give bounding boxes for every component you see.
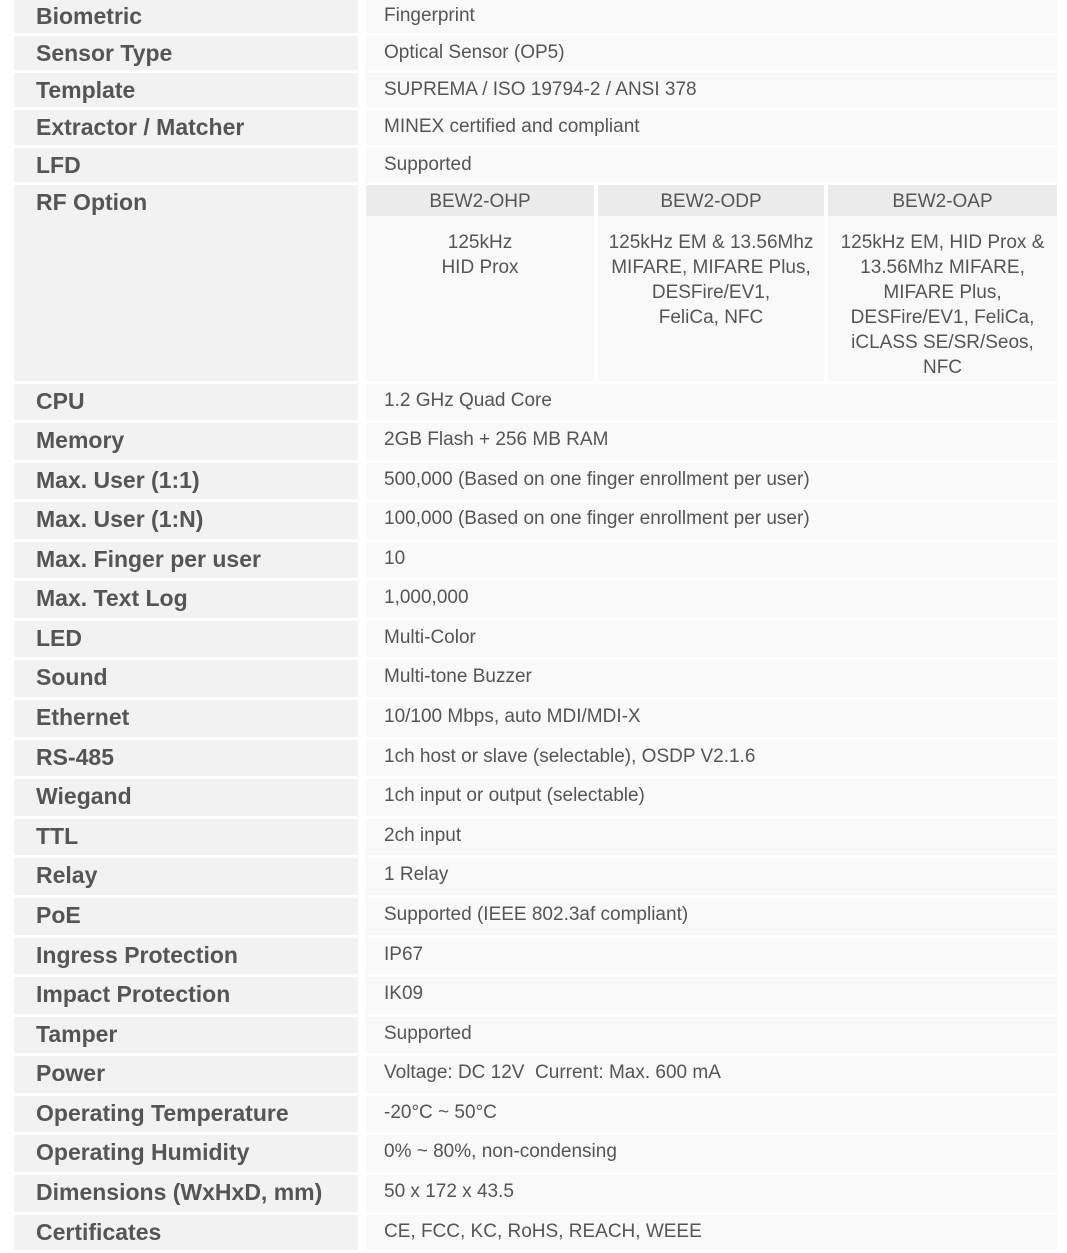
spec-row-rf-option [14, 185, 1057, 384]
rf-option-line: MIFARE Plus, [883, 282, 1002, 303]
spec-row-template [14, 73, 1057, 110]
rf-option-grid [366, 185, 1057, 381]
spec-row-operating-temperature [14, 1096, 1057, 1135]
spec-row-ingress-protection [14, 938, 1057, 977]
spec-value: 1.2 GHz Quad Core [366, 384, 1057, 420]
spec-value: Supported (IEEE 802.3af compliant) [366, 898, 1057, 935]
spec-label: TTL [14, 819, 358, 855]
spec-row-sensor-type [14, 36, 1057, 73]
rf-option-line: NFC [922, 357, 963, 378]
spec-label: Max. Text Log [14, 581, 358, 618]
spec-label: Memory [14, 423, 358, 460]
rf-option-line: DESFire/EV1, FeliCa, [850, 307, 1035, 328]
spec-label: LED [14, 621, 358, 657]
spec-row-wiegand [14, 779, 1057, 819]
spec-value: -20°C ~ 50°C [366, 1096, 1057, 1132]
spec-row-led [14, 621, 1057, 660]
spec-label: Sound [14, 660, 358, 697]
spec-value: 2ch input [366, 819, 1057, 855]
rf-option-line: MIFARE, MIFARE Plus, [611, 257, 811, 278]
spec-value: 1 Relay [366, 858, 1057, 895]
spec-row-max-user-1-1 [14, 463, 1057, 502]
rf-option-column [366, 185, 594, 381]
spec-label: Max. User (1:1) [14, 463, 358, 499]
spec-row-cpu [14, 384, 1057, 423]
spec-value: 2GB Flash + 256 MB RAM [366, 423, 1057, 460]
spec-label: Max. User (1:N) [14, 502, 358, 539]
spec-value: 10 [366, 542, 1057, 578]
spec-label: Template [14, 73, 358, 107]
spec-value: Multi-tone Buzzer [366, 660, 1057, 697]
spec-value: 1,000,000 [366, 581, 1057, 618]
spec-value: Optical Sensor (OP5) [366, 36, 1057, 70]
spec-label: Relay [14, 858, 358, 895]
rf-option-line: HID Prox [441, 257, 519, 278]
spec-value: MINEX certified and compliant [366, 110, 1057, 145]
spec-row-biometric [14, 0, 1057, 36]
rf-option-details [366, 216, 594, 381]
rf-option-details [598, 216, 824, 381]
spec-value: Voltage: DC 12V Current: Max. 600 mA [366, 1056, 1057, 1093]
spec-value: Fingerprint [366, 0, 1057, 33]
spec-label: Ethernet [14, 700, 358, 737]
spec-value: 10/100 Mbps, auto MDI/MDI-X [366, 700, 1057, 737]
spec-label: PoE [14, 898, 358, 935]
spec-row-max-finger [14, 542, 1057, 581]
spec-label: RS-485 [14, 740, 358, 776]
spec-row-relay [14, 858, 1057, 898]
spec-row-power [14, 1056, 1057, 1096]
spec-row-poe [14, 898, 1057, 938]
spec-label: LFD [14, 148, 358, 182]
spec-value: CE, FCC, KC, RoHS, REACH, WEEE [366, 1215, 1057, 1250]
spec-label: Ingress Protection [14, 938, 358, 974]
spec-value: 500,000 (Based on one finger enrollment per user) [366, 463, 1057, 499]
spec-value: IP67 [366, 938, 1057, 974]
spec-row-max-text-log [14, 581, 1057, 621]
spec-label: Certificates [14, 1215, 358, 1250]
rf-option-line: 125kHz [447, 232, 513, 253]
spec-label: Dimensions (WxHxD, mm) [14, 1175, 358, 1212]
spec-label: CPU [14, 384, 358, 420]
spec-label: Sensor Type [14, 36, 358, 70]
spec-label: Power [14, 1056, 358, 1093]
spec-row-operating-humidity [14, 1135, 1057, 1175]
spec-label: Impact Protection [14, 977, 358, 1014]
spec-value: SUPREMA / ISO 19794-2 / ANSI 378 [366, 73, 1057, 107]
rf-option-line: 125kHz EM & 13.56Mhz [608, 232, 814, 253]
spec-row-extractor-matcher [14, 110, 1057, 148]
spec-label: Tamper [14, 1017, 358, 1053]
spec-row-ttl [14, 819, 1057, 858]
rf-option-model: BEW2-OHP [366, 185, 594, 216]
spec-label: Operating Temperature [14, 1096, 358, 1132]
spec-value: Supported [366, 148, 1057, 182]
rf-option-model: BEW2-OAP [828, 185, 1057, 216]
spec-value: IK09 [366, 977, 1057, 1014]
spec-value: 50 x 172 x 43.5 [366, 1175, 1057, 1212]
spec-label: Extractor / Matcher [14, 110, 358, 145]
spec-row-certificates [14, 1215, 1057, 1253]
spec-row-tamper [14, 1017, 1057, 1056]
spec-row-rs485 [14, 740, 1057, 779]
rf-option-column [828, 185, 1057, 381]
rf-option-line: 13.56Mhz MIFARE, [860, 257, 1025, 278]
spec-row-ethernet [14, 700, 1057, 740]
spec-value: 1ch input or output (selectable) [366, 779, 1057, 816]
rf-option-details [828, 216, 1057, 381]
rf-option-line: DESFire/EV1, [651, 282, 771, 303]
spec-label: Biometric [14, 0, 358, 33]
spec-row-dimensions [14, 1175, 1057, 1215]
spec-row-impact-protection [14, 977, 1057, 1017]
rf-option-model: BEW2-ODP [598, 185, 824, 216]
spec-label: Operating Humidity [14, 1135, 358, 1172]
spec-value: Multi-Color [366, 621, 1057, 657]
rf-option-column [598, 185, 824, 381]
rf-option-line: FeliCa, NFC [658, 307, 764, 328]
spec-value: 100,000 (Based on one finger enrollment per user) [366, 502, 1057, 539]
rf-option-line: iCLASS SE/SR/Seos, [851, 332, 1034, 353]
spec-row-memory [14, 423, 1057, 463]
spec-row-max-user-1-n [14, 502, 1057, 542]
spec-value: Supported [366, 1017, 1057, 1053]
spec-value: 1ch host or slave (selectable), OSDP V2.1.6 [366, 740, 1057, 776]
spec-row-sound [14, 660, 1057, 700]
spec-label: Max. Finger per user [14, 542, 358, 578]
spec-row-lfd [14, 148, 1057, 185]
spec-label: Wiegand [14, 779, 358, 816]
rf-option-line: 125kHz EM, HID Prox & [840, 232, 1045, 253]
spec-value: 0% ~ 80%, non-condensing [366, 1135, 1057, 1172]
spec-label: RF Option [14, 185, 358, 381]
